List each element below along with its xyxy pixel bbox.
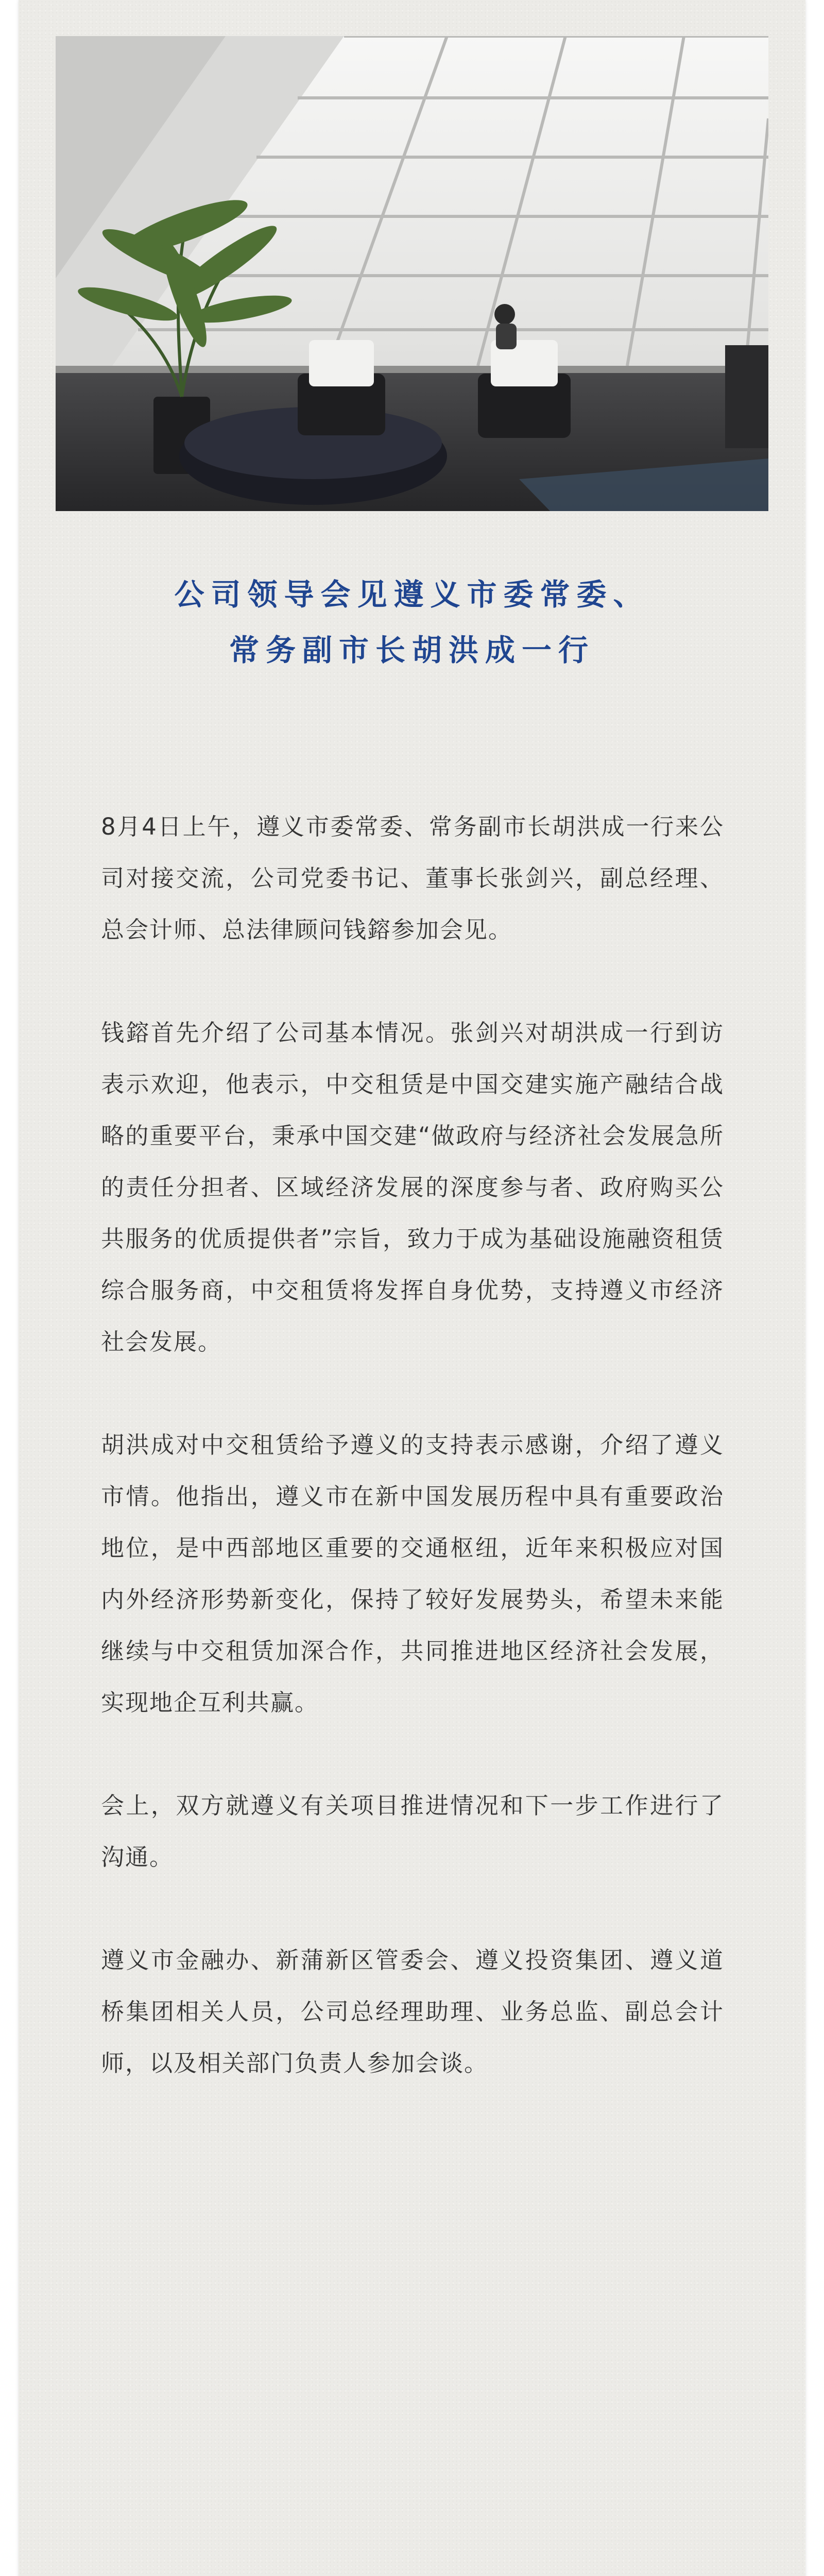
article-title bbox=[56, 567, 768, 678]
article-body bbox=[101, 801, 724, 2089]
office-lounge-illustration bbox=[56, 36, 768, 511]
article-title-line-2: 常务副市长胡洪成一行 bbox=[229, 633, 595, 668]
paragraph-2: 钱鎔首先介绍了公司基本情况。张剑兴对胡洪成一行到访表示欢迎，他表示，中交租赁是中国交建实施产融结合战略的重要平台，秉承中国交建“做政府与经济社会发展急所的责任分担者、区域经济发展的深度参与者、政府购买公共服务的优质提供者”宗旨，致力于成为基础设施融资租赁综合服务商，中交租赁将发挥自身优势，支持遵义市经济社会发展。 bbox=[101, 1019, 724, 1355]
paragraph-5: 遵义市金融办、新蒲新区管委会、遵义投资集团、遵义道桥集团相关人员，公司总经理助理、业务总监、副总会计师，以及相关部门负责人参加会谈。 bbox=[101, 1946, 724, 2077]
banner-photo bbox=[56, 36, 768, 511]
paragraph-4: 会上，双方就遵义有关项目推进情况和下一步工作进行了沟通。 bbox=[101, 1792, 724, 1871]
paragraph-3: 胡洪成对中交租赁给予遵义的支持表示感谢，介绍了遵义市情。他指出，遵义市在新中国发展历程中具有重要政治地位，是中西部地区重要的交通枢纽，近年来积极应对国内外经济形势新变化，保持了较好发展势头，希望未来能继续与中交租赁加深合作，共同推进地区经济社会发展，实现地企互利共赢。 bbox=[101, 1431, 724, 1716]
paragraph-1: 8月4日上午，遵义市委常委、常务副市长胡洪成一行来公司对接交流，公司党委书记、董事长张剑兴，副总经理、总会计师、总法律顾问钱鎔参加会见。 bbox=[101, 813, 724, 943]
article-title-line-1: 公司领导会见遵义市委常委、 bbox=[174, 577, 650, 612]
